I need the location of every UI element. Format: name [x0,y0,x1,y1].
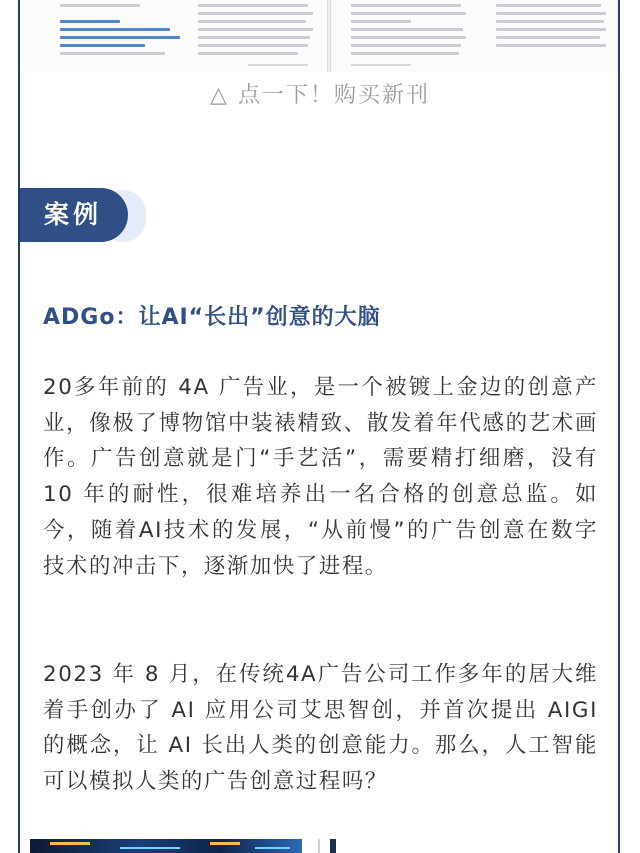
article-image[interactable] [30,839,302,853]
buy-new-issue-link[interactable]: △ 点一下！购买新刊 [210,83,430,108]
magazine-right-page [331,0,618,72]
article-image-2[interactable] [330,839,336,853]
article-title: ADGo：让AI“长出”创意的大脑 [43,305,381,330]
article-paragraph-1: 20多年前的 4A 广告业，是一个被镀上金边的创意产业，像极了博物馆中装裱精致、散发着年代感的艺术画作。广告创意就是门“手艺活”，需要精打细磨，没有 10 年的耐性，很难培养出一名合格的创意总监。如今，随着AI技术的发展，“从前慢”的广告创意在数字技术的冲击下，逐渐加快了进程。 [43,375,598,579]
magazine-preview-image[interactable] [20,0,618,72]
article-paragraph-2: 2023 年 8 月，在传统4A广告公司工作多年的居大维着手创办了 AI 应用公司艾思智创，并首次提出 AIGI 的概念，让 AI 长出人类的创意能力。那么，人工智能可以模拟人类的广告创意过程吗？ [43,662,598,795]
magazine-left-page [20,0,327,72]
image-divider [318,839,320,853]
section-tag: 案例 [20,188,128,242]
